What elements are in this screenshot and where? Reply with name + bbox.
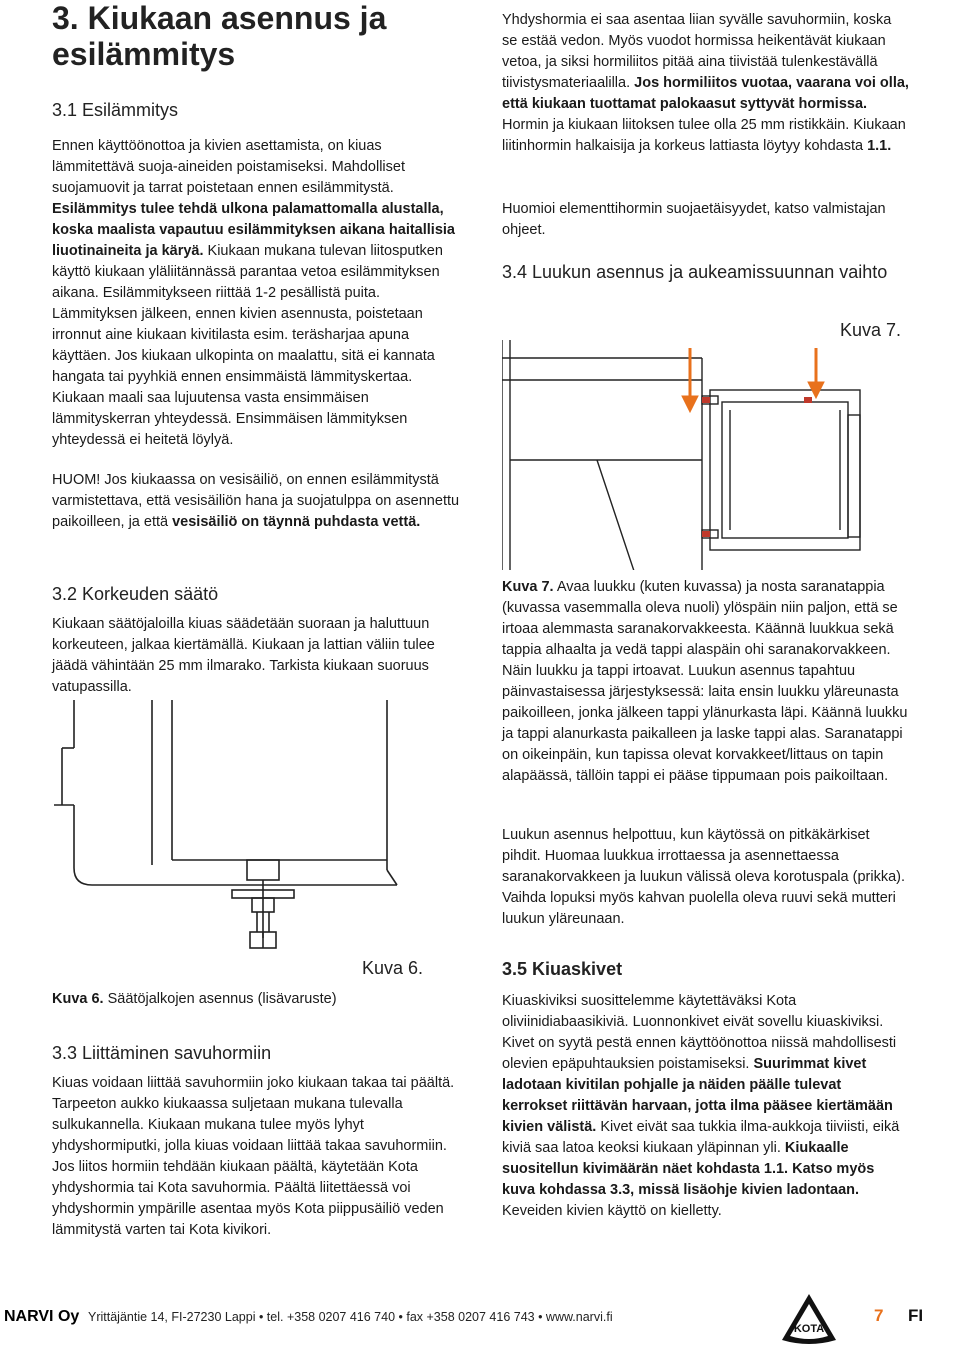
text-run: Kiuaskiviksi suosittelemme käytettäväksi Kota oliviinidiabaasikiviä. Luonnonkivet eivät sovellu kiuaskiviksi. Kivet on syytä pestä ennen käyttöönottoa niissä mahdollisesti olevien epäpuhtauksien poistamiseksi. — [502, 993, 897, 1072]
text-run: Yhdyshormia ei saa asentaa liian syvälle savuhormiin, koska se estää vedon. Myös vuodot hormissa heikentävät kiukaan vetoa, ja siksi hormiliitos pitää aina tiivistää tulenkestävällä tiivistysmateriaalilla. — [502, 12, 892, 91]
text-run: Kivet eivät saa tukkia ilma-aukkoja tiiviisti, eikä kiviä saa latoa keoksi kiukaan yläpinnan yli. — [502, 1119, 900, 1156]
element-chimney-note: Huomioi elementtihormin suojaetäisyydet, katso valmistajan ohjeet. — [502, 201, 886, 238]
section-heading-3-4: 3.4 Luukun asennus ja aukeamissuunnan vaihto — [502, 262, 888, 282]
caption-bold: Kuva 6. — [52, 991, 104, 1007]
text-run-bold: Kiukaalle suositellun kivimäärän näet kohdasta 1.1. Katso myös kuva kohdassa 3.3, missä lisäohje kivien ladontaan. — [502, 1140, 875, 1198]
text-run-bold: Esilämmitys tulee tehdä ulkona palamattomalla alustalla, koska maalista vapautuu esilämmityksen aikana haitallisia liuotinaineita ja käryä. — [52, 201, 455, 259]
text-run: Kiukaan mukana tulevan liitosputken käyttö kiukaan yläliitännässä parantaa vetoa esilämmityksen aikana. Esilämmitykseen riittää 1-2 pesällistä puita. Lämmityksen jälkeen, ennen kivien asennusta, poistetaan irronnut aine kiukaan kivitilasta esim. teräsharjaa apuna käyttäen. Jos kiukaan ulkopinta on maalattu, sitä ei kannata hangata tai pyyhkiä ennen ensimmäistä lämmityskertaa. Kiukaan maali saa lujuutensa vasta ensimmäisen lämmityskerran yhteydessä. Ensimmäisen lämmityksen yhteydessä ei heitetä löylyä. — [52, 243, 443, 448]
section-heading-3-5: 3.5 Kiuaskivet — [502, 959, 623, 979]
figure-6-caption — [52, 989, 460, 1010]
company-name: NARVI Oy — [4, 1308, 80, 1325]
section-heading-3-1: 3.1 Esilämmitys — [52, 100, 179, 120]
figure-7-label: Kuva 7. — [840, 320, 902, 340]
page-footer — [0, 1290, 960, 1347]
caption-bold: Kuva 7. — [502, 579, 554, 595]
section-heading-3-3: 3.3 Liittäminen savuhormiin — [52, 1043, 272, 1063]
kota-logo — [778, 1292, 840, 1346]
text-run: HUOM! Jos kiukaassa on vesisäiliö, on ennen esilämmitystä varmistettava, että vesisäiliön hana ja suojatulppa on asennettu paikoilleen, ja että — [52, 472, 460, 530]
figure-7-drawing — [502, 340, 912, 570]
text-run-bold: Suurimmat kivet ladotaan kivitilan pohjalle ja näiden päälle tulevat kerrokset riittävän harvaan, jotta ilma pääsee kiertämään kivien välistä. — [502, 1056, 893, 1135]
text-run-bold: Jos hormiliitos vuotaa, vaarana voi olla, että kiukaan tuottamat palokaasut syttyvät hormissa. — [502, 75, 909, 112]
section-3-3-text: Kiuas voidaan liittää savuhormiin joko kiukaan takaa tai päältä. Tarpeeton aukko kiukaassa suljetaan mukana tulevalla sulkukannella. Kiukaan mukana tulee myös lyhyt yhdyshormiputki, jolla kiuas voidaan liittää takaa savuhormiin. Jos liitos hormiin tehdään kiukaan päältä, käytetään Kota yhdyshormia tai Kota savuhormia. Päältä liitettäessä voi yhdyshormin ympärille asentaa myös Kota piippusäiliö veden lämmitystä varten tai Kota kivikori. — [52, 1075, 455, 1238]
text-run: Keveiden kivien käyttö on kielletty. — [502, 1203, 722, 1219]
text-run-bold: vesisäiliö on täynnä puhdasta vettä. — [172, 514, 421, 530]
company-contact: Yrittäjäntie 14, FI-27230 Lappi • tel. +358 0207 416 740 • fax +358 0207 416 743 • www.narvi.fi — [88, 1310, 613, 1324]
caption-text: Avaa luukku (kuten kuvassa) ja nosta saranatappia (kuvassa vasemmalla oleva nuoli) ylöspäin niin paljon, että se irtoaa alemmasta saranakorvakkeesta. Käännä luukkua sekä tappia alhaalta ja vedä tappi alaspäin ohi saranakorvakkeen. Näin luukku ja tappi irtoavat. Luukun asennus tapahtuu päinvastaisessa järjestyksessä: laita ensin luukku yläreunasta paikoilleen, jonka jälkeen tappi ylänurkasta läpi. Käännä luukku ja tappi alanurkasta paikalleen ja laske tappi alas. Saranatappi on oikeinpäin, kun tapissa olevat korvakkeet/littaus on tapin alapäässä, tällöin tappi ei pääse tippumaan pois paikoiltaan. — [502, 579, 908, 784]
text-run: Ennen käyttöönottoa ja kivien asettamista, on kiuas lämmitettävä suoja-aineiden poistamiseksi. Mahdolliset suojamuovit ja tarrat poistetaan ennen esilämmitystä. — [52, 138, 405, 196]
huom-note — [52, 470, 460, 533]
section-heading-3-2: 3.2 Korkeuden säätö — [52, 584, 219, 604]
section-3-1-text — [52, 136, 460, 451]
language-code: FI — [908, 1306, 924, 1325]
text-run: Hormin ja kiukaan liitoksen tulee olla 25 mm ristikkäin. Kiukaan liitinhormin halkaisija ja korkeus lattiasta löytyy kohdasta — [502, 117, 906, 154]
page-title: 3. Kiukaan asennus ja esilämmitys — [52, 0, 387, 72]
section-3-5-text — [502, 991, 910, 1222]
page-number: 7 — [874, 1306, 884, 1325]
kota-logo-text: KOTA — [793, 1323, 825, 1335]
door-installation-tips: Luukun asennus helpottuu, kun käytössä on pitkäkärkiset pihdit. Huomaa luukkua irrottaessa ja asennettaessa saranakorvakkeen ja luukun välissä oleva korotuspala (prikka). Vaihda lopuksi myös kahvan puolella oleva ruuvi sekä mutteri luukun yläreunaan. — [502, 827, 905, 927]
figure-7-caption — [502, 577, 910, 787]
text-run-bold: 1.1. — [867, 138, 892, 154]
caption-text: Säätöjalkojen asennus (lisävaruste) — [103, 991, 337, 1007]
chimney-connection-text — [502, 10, 910, 157]
figure-6-label: Kuva 6. — [362, 958, 424, 978]
figure-6-drawing — [52, 700, 452, 980]
section-3-2-text: Kiukaan säätöjaloilla kiuas säädetään suoraan ja haluttuun korkeuteen, jalkaa kiertämällä. Kiukaan ja lattian väliin tulee jäädä vähintään 25 mm ilmarako. Tarkista kiukaan suoruus vatupassilla. — [52, 616, 435, 695]
